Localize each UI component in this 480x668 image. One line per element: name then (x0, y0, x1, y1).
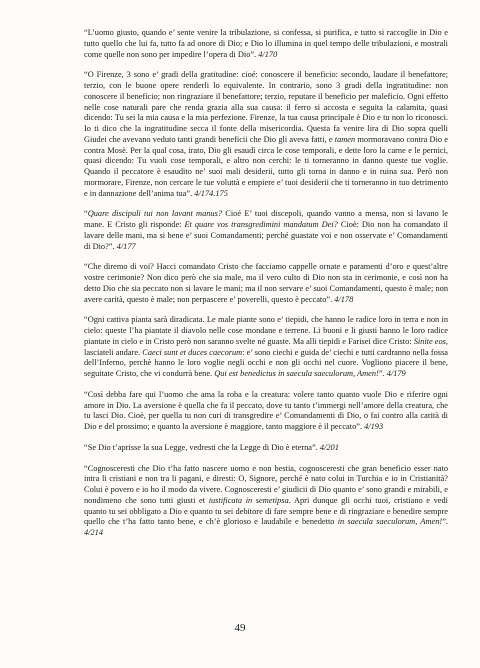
paragraph-text: “L’uomo giusto, quando e’ sente venire la tribulazione, si confessa, si purifica, e tutto si raccoglie in Dio e tutto quello che lui fa, tutto fa ad onore di Dio; e Dio lo illumina in quel tempo delle tribulazioni, e mostrali come quelle non sono per impedire l’opera di Dio”. (84, 28, 448, 59)
paragraph-text: “Ogni cattiva pianta sarà diradicata. Le male piante sono e’ tiepidi, che hanno le radice loro in terra e non in cielo: queste l’ha piantate il diavolo nelle cose mondane e terrene. Li buoni e li giusti hanno le loro radice piantate in cielo e in Cristo però non saranno svelte né guaste. Ma alli tiepidi e Farisei dice Cristo: (84, 315, 448, 346)
quote-paragraph (84, 262, 448, 305)
page-number: 49 (234, 622, 246, 634)
paragraph-text: Cioè: Dio non ha comandato il lavare delle mani, ma si bene e’ suoi Comandamenti; perché guastate voi e non osservate e’ Comandamenti di Dio?”. (84, 220, 448, 251)
document-body (84, 28, 448, 549)
italic-text: Caeci sunt et duces caecorum (142, 347, 243, 357)
paragraph-text: : e’ sono ciechi e guida de’ ciechi e tutti cardranno nella fossa dell’Inferno, perchè hanno le loro voglie negli occhi e non gli occhi nel cuore. Vogliono piacere il bene, seguitate Cristo, che vi condurrà bene. (84, 347, 448, 378)
italic-text: Sinite eos, (413, 336, 448, 346)
italic-text: 4/179 (386, 369, 406, 378)
paragraph-text: “Cognosceresti che Dio t’ha fatto nascere uomo e non bestia, cognosceresti che gran beneficio esser nato intra li cristiani e non tra li pagani, e diresti: O, Signore, perché è nato colui in Turchia e io in Cristianità? Colui è povero e io ho il modo da vivere. Cognosceresti e’ giudicii di Dio quanto e’ sono grandi e mirabili, e nondimeno che sono tutti giusti et (84, 463, 448, 505)
quote-paragraph (84, 464, 448, 539)
italic-text: 4/174.175 (194, 188, 228, 198)
italic-text: 4/201 (319, 442, 339, 452)
italic-text: 4/177 (116, 241, 136, 251)
italic-text: Qui est benedictus in saecula saeculorum, Amen! (214, 369, 379, 378)
paragraph-text: “Che diremo di voi? Hacci comandato Cristo che facciamo cappelle ornate e paramenti d’oro e quest’altre vostre cerimonie? Non dico però che sia male, ma il vero culto di Dio non sta in cerimonie, e così non ha detto Dio che sia peccato non si lavare le mani; ma il non servare e’ suoi Comandamenti, questo è male; non avere carità, questo è male; non perpascere e’ poverelli, questo è peccato”. (84, 262, 448, 304)
italic-text: 4/178 (334, 294, 354, 304)
quote-paragraph (84, 70, 448, 199)
italic-text: Quare discipuli tui non lavant manus? (87, 209, 223, 219)
paragraph-text: mormoravano contra Dio e contra Mosè. Per la qual cosa, irato, Dio gli esaudì circa le cose temporali, e dette loro la carne e le pernici, quasi dicendo: Tu vuoli cose temporali, e altro non cerchi: le ti torneranno in danno queste tue voglie. Quando il peccatore è esaudito ne’ suoi mali desiderii, tutto gli torna in danno e in ruina sua. Però non mormorare, Firenze, non cercare le tue voluttà e empiere e’ tuoi desiderii che ti torneranno in tuo detrimento e in dannazione dell’anima tua”. (84, 134, 448, 198)
paragraph-text: ”. (442, 517, 448, 527)
quote-paragraph (84, 390, 448, 433)
italic-text: 4/193 (364, 422, 384, 431)
italic-text: iustificata in semetipsa (208, 495, 289, 505)
quote-paragraph (84, 443, 448, 454)
paragraph-text: “Se Dio t’aprisse la sua Legge, vedresti che la Legge di Dio è eterna”. (84, 442, 320, 452)
italic-text: in saecula saeculorum, Amen! (337, 517, 443, 527)
italic-text: 4/214 (84, 528, 104, 537)
paragraph-text: Cioé E’ tuoi discepoli, quando vanno a mensa, non si lavano le mane. E Cristo gli risponde: (84, 209, 448, 229)
paragraph-text: “O Firenze, 3 sono e’ gradi della gratitudine: cioé: conoscere il beneficio: secondo, laudare il benefattore; terzio, con le buone opere renderli lo equivalente. In contrario, sono 3 gradi della ingratitudine: non conoscere il beneficio; non ringraziare il benefattore; terzio, reputare il beneficio per maleficio. Ogni effetto nelle cose naturali pare che renda grazia alla sua causa: il ferro si accosta e seguita la calamita, quasi dicendo: Tu sei la mia causa e la mia perfezione. Firenze, la tua causa principale è Dio e tu non lo riconosci. Io ti dico che la ingratitudine secca il fonte della misericordia. Questa fa venire lira di Dio sopra quelli Giudei che avevano veduto tanti grandi beneficii che Dio gli aveva fatti, e (84, 70, 448, 144)
italic-text: tamen (334, 134, 356, 144)
italic-text: Et quare vos transgredimini mandatum Dei? (184, 220, 338, 229)
paragraph-text: . Apri dunque gli occhi tuoi, cristiano e vedi quanto tu sei obbligato a Dio e quanto tu sei debitore di fare sempre bene e di ringraziare e benedire sempre quello che t’ha fatto tanto bene, e ch’è glorioso e laudabile e benedetto (84, 495, 448, 527)
paragraph-text: ”. (378, 369, 387, 378)
quote-paragraph (84, 28, 448, 60)
paragraph-text: “ (84, 209, 88, 219)
italic-text: 4/170 (258, 49, 278, 59)
quote-paragraph (84, 315, 448, 380)
paragraph-text: lasciateli andare. (84, 347, 143, 357)
paragraph-text: “Così debba fare qui l’uomo che ama la roba e la creatura: volere tanto quanto vuole Dio e riferire ogni amore in Dio. La aversione è quella che fa il peccato, dove tu tanto t’immergi nell’amore della creatura, che tu lasci Dio. Cioè, per quella tu non curi di transgredire e’ Comandamenti di Dio, o fai contro alla carità di Dio e del prossimo; e quanto la aversione è maggiore, tanto maggiore è il peccato”. (84, 389, 448, 431)
quote-paragraph (84, 209, 448, 252)
